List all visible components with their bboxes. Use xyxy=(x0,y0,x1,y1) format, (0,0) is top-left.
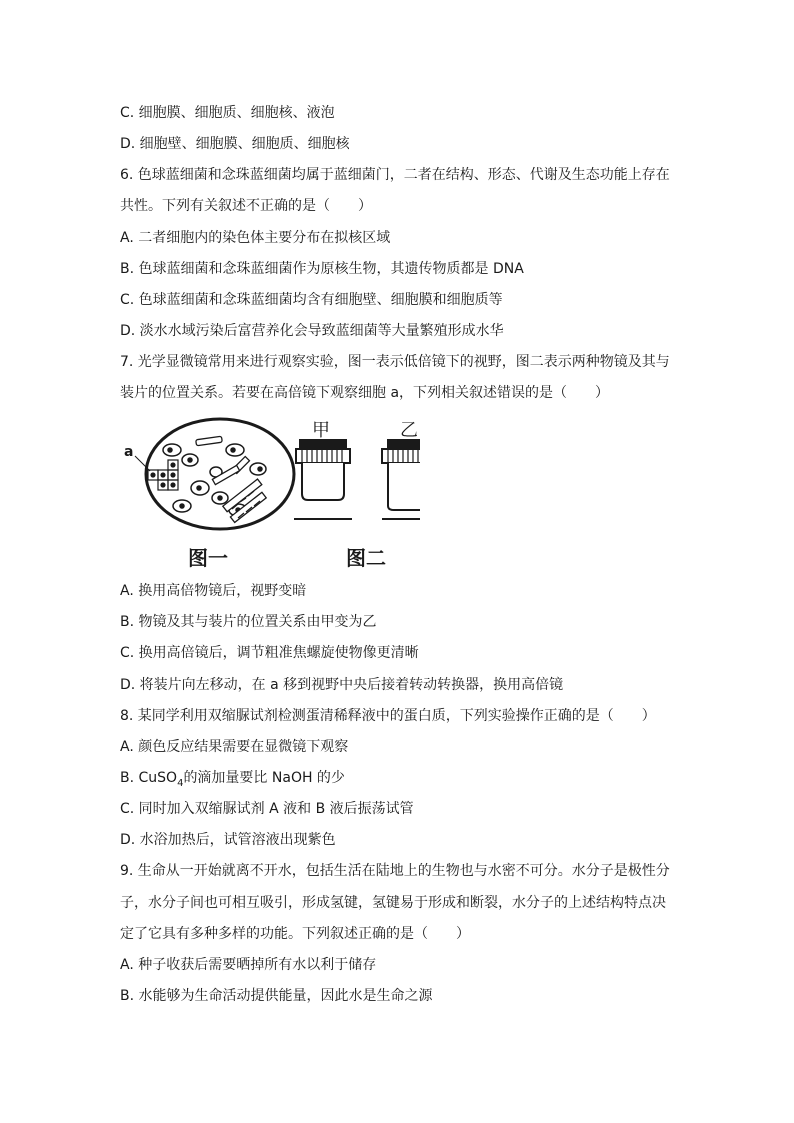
option-6d: D. 淡水水域污染后富营养化会导致蓝细菌等大量繁殖形成水华 xyxy=(120,323,504,339)
cell-a-label: a xyxy=(124,444,134,460)
option-6c: C. 色球蓝细菌和念珠蓝细菌均含有细胞壁、细胞膜和细胞质等 xyxy=(120,292,503,308)
option-8b-subscript: 4 xyxy=(177,777,184,789)
question-9-line1: 9. 生命从一开始就离不开水，包括生活在陆地上的生物也与水密不可分。水分子是极性分 xyxy=(120,863,670,879)
question-7-line1: 7. 光学显微镜常用来进行观察实验，图一表示低倍镜下的视野，图二表示两种物镜及其与 xyxy=(120,354,670,370)
option-8b-suffix: 的滴加量要比 NaOH 的少 xyxy=(183,770,345,786)
objective-jia xyxy=(294,440,352,519)
option-9b: B. 水能够为生命活动提供能量，因此水是生命之源 xyxy=(120,988,433,1004)
objective-yi-label: 乙 xyxy=(400,420,418,441)
cell-a-cluster xyxy=(148,460,178,490)
caption-figure-1: 图一 xyxy=(188,546,228,570)
question-9-line3: 定了它具有多种多样的功能。下列叙述正确的是（ ） xyxy=(120,926,470,942)
microscope-figure xyxy=(120,414,420,574)
option-5d: D. 细胞壁、细胞膜、细胞质、细胞核 xyxy=(120,136,350,152)
question-9-line2: 子，水分子间也可相互吸引，形成氢键，氢键易于形成和断裂，水分子的上述结构特点决 xyxy=(120,895,666,911)
option-7c: C. 换用高倍镜后，调节粗准焦螺旋使物像更清晰 xyxy=(120,645,419,661)
option-8b-prefix: B. CuSO xyxy=(120,770,178,786)
option-5c: C. 细胞膜、细胞质、细胞核、液泡 xyxy=(120,105,335,121)
option-9a: A. 种子收获后需要晒掉所有水以利于储存 xyxy=(120,957,377,973)
option-8c: C. 同时加入双缩脲试剂 A 液和 B 液后振荡试管 xyxy=(120,801,414,817)
question-8: 8. 某同学利用双缩脲试剂检测蛋清稀释液中的蛋白质，下列实验操作正确的是（ ） xyxy=(120,708,656,724)
option-8d: D. 水浴加热后，试管溶液出现紫色 xyxy=(120,832,336,848)
caption-figure-2: 图二 xyxy=(346,546,386,570)
option-6b: B. 色球蓝细菌和念珠蓝细菌作为原核生物，其遗传物质都是 DNA xyxy=(120,261,524,277)
option-8b xyxy=(120,769,345,793)
question-6-line1: 6. 色球蓝细菌和念珠蓝细菌均属于蓝细菌门，二者在结构、形态、代谢及生态功能上存在 xyxy=(120,167,670,183)
option-7d: D. 将装片向左移动，在 a 移到视野中央后接着转动转换器，换用高倍镜 xyxy=(120,677,564,693)
question-6-line2: 共性。下列有关叙述不正确的是（ ） xyxy=(120,198,372,214)
objective-jia-label: 甲 xyxy=(312,420,330,441)
question-7-line2: 装片的位置关系。若要在高倍镜下观察细胞 a，下列相关叙述错误的是（ ） xyxy=(120,385,610,401)
objective-yi xyxy=(382,440,420,519)
option-7a: A. 换用高倍物镜后，视野变暗 xyxy=(120,583,307,599)
option-8a: A. 颜色反应结果需要在显微镜下观察 xyxy=(120,739,349,755)
option-6a: A. 二者细胞内的染色体主要分布在拟核区域 xyxy=(120,230,391,246)
option-7b: B. 物镜及其与装片的位置关系由甲变为乙 xyxy=(120,614,377,630)
